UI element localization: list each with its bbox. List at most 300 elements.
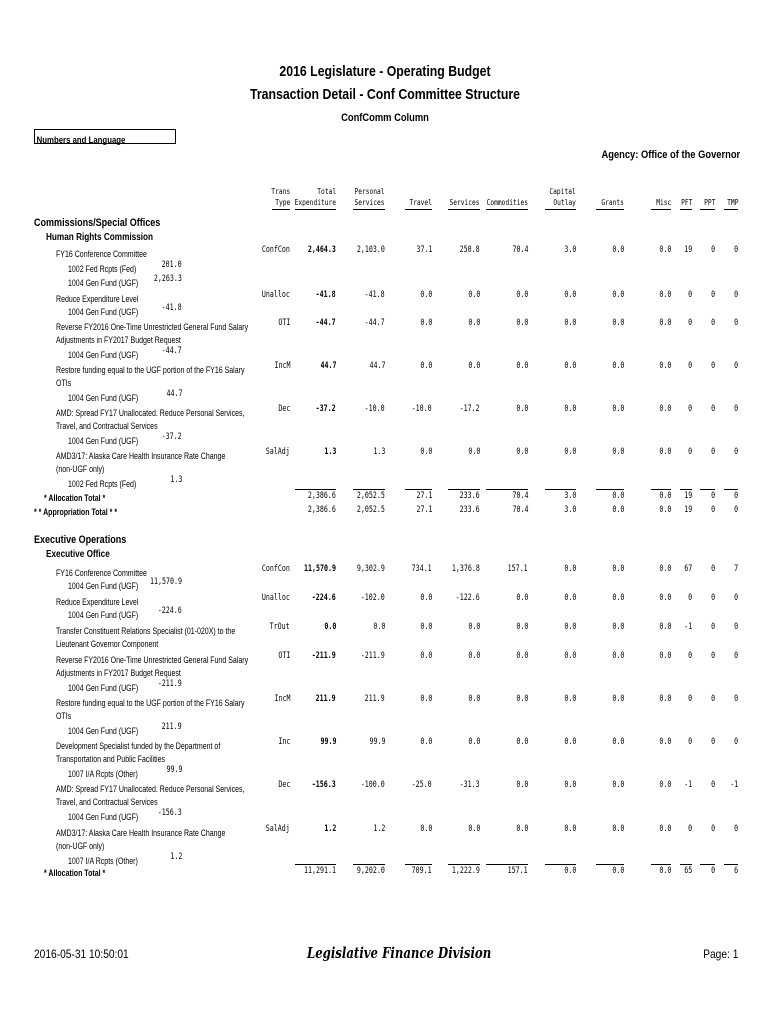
cell-total: 99.9 [320,737,336,747]
cell-capital: 0.0 [564,290,576,300]
total-travel: 709.1 [412,866,432,876]
cell-tmp: 0 [734,290,738,300]
cell-pft: 0 [688,593,692,603]
cell-ppt: 0 [711,651,715,661]
cell-travel: 0.0 [420,824,432,834]
cell-travel: 0.0 [420,361,432,371]
row-description: Travel, and Contractual Services [56,421,158,431]
cell-travel: 0.0 [420,694,432,704]
header-underline [353,209,385,210]
cell-services: 0.0 [468,447,480,457]
cell-grants: 0.0 [612,290,624,300]
total-separator [486,489,528,490]
cell-travel: -25.0 [412,780,432,790]
cell-ppt: 0 [711,780,715,790]
section-title: Commissions/Special Offices [34,217,161,229]
col-header-total-expenditure: Expenditure [294,198,336,207]
cell-pft: 0 [688,737,692,747]
fund-amount: 11,570.9 [150,577,182,587]
cell-ppt: 0 [711,737,715,747]
cell-personal: -44.7 [365,318,385,328]
cell-tmp: 0 [734,318,738,328]
cell-grants: 0.0 [612,651,624,661]
total-commodities: 70.4 [512,505,528,515]
page-number: Page: 1 [702,947,738,961]
col-header-total-expenditure: Total [317,187,336,196]
cell-pft: 0 [688,651,692,661]
total-pft: 65 [684,866,692,876]
total-commodities: 157.1 [508,866,528,876]
cell-pft: 0 [688,361,692,371]
cell-total: -37.2 [316,404,336,414]
cell-ppt: 0 [711,447,715,457]
cell-services: 0.0 [468,622,480,632]
cell-grants: 0.0 [612,245,624,255]
fund-source-label: 1004 Gen Fund (UGF) [68,350,139,360]
cell-services: 0.0 [468,290,480,300]
total-separator [295,489,336,490]
row-description: Travel, and Contractual Services [56,797,158,807]
header-underline [724,209,738,210]
cell-misc: 0.0 [659,245,671,255]
col-header-tmp: TMP [726,198,738,207]
trans-type: Dec [278,780,290,790]
cell-capital: 0.0 [564,651,576,661]
cell-misc: 0.0 [659,694,671,704]
total-total: 11,291.1 [304,866,336,876]
cell-total: -211.9 [312,651,336,661]
total-personal: 9,202.0 [357,866,385,876]
total-personal: 2,052.5 [357,491,385,501]
cell-ppt: 0 [711,824,715,834]
cell-services: -31.3 [460,780,480,790]
cell-services: 0.0 [468,651,480,661]
fund-amount: 1.2 [170,852,182,862]
col-header-trans-type: Trans [271,187,290,196]
col-header-personal-services: Services [354,198,385,207]
cell-grants: 0.0 [612,780,624,790]
cell-commodities: 0.0 [516,290,528,300]
row-description: Transfer Constituent Relations Specialist (01-020X) to the [56,626,236,636]
total-separator [353,489,385,490]
fund-source-label: 1004 Gen Fund (UGF) [68,683,139,693]
cell-tmp: 0 [734,651,738,661]
cell-commodities: 0.0 [516,447,528,457]
cell-grants: 0.0 [612,404,624,414]
cell-services: 0.0 [468,361,480,371]
trans-type: IncM [274,361,290,371]
total-label: * Allocation Total * [44,493,106,503]
cell-capital: 0.0 [564,622,576,632]
row-description: Reverse FY2016 One-Time Unrestricted General Fund Salary [56,655,249,665]
cell-pft: 0 [688,824,692,834]
cell-tmp: 0 [734,593,738,603]
cell-capital: 0.0 [564,318,576,328]
cell-personal: -10.0 [365,404,385,414]
fund-amount: -156.3 [158,808,182,818]
fund-amount: 99.9 [166,765,182,775]
row-description: Restore funding equal to the UGF portion of the FY16 Salary [56,698,245,708]
cell-misc: 0.0 [659,290,671,300]
fund-amount: 2,263.3 [154,274,182,284]
cell-misc: 0.0 [659,737,671,747]
col-header-pft: PFT [680,198,692,207]
header-underline [295,209,336,210]
cell-travel: 0.0 [420,737,432,747]
total-separator [724,489,738,490]
report-subtitle: Transaction Detail - Conf Committee Structure [250,86,520,103]
cell-ppt: 0 [711,404,715,414]
trans-type: Unalloc [262,290,290,300]
header-underline [272,209,290,210]
fund-source-label: 1004 Gen Fund (UGF) [68,278,139,288]
cell-grants: 0.0 [612,622,624,632]
cell-tmp: 0 [734,694,738,704]
cell-total: 211.9 [316,694,336,704]
fund-source-label: 1004 Gen Fund (UGF) [68,726,139,736]
total-separator [295,864,336,865]
cell-personal: 99.9 [369,737,385,747]
total-services: 233.6 [460,505,480,515]
fund-source-label: 1004 Gen Fund (UGF) [68,610,139,620]
total-separator [405,489,432,490]
cell-travel: 0.0 [420,318,432,328]
cell-commodities: 0.0 [516,318,528,328]
fund-source-label: 1004 Gen Fund (UGF) [68,436,139,446]
cell-capital: 0.0 [564,593,576,603]
cell-personal: 0.0 [373,622,385,632]
cell-misc: 0.0 [659,404,671,414]
total-services: 233.6 [460,491,480,501]
cell-misc: 0.0 [659,564,671,574]
trans-type: Unalloc [262,593,290,603]
fund-amount: -211.9 [158,679,182,689]
column-name: ConfComm Column [341,112,429,124]
fund-amount: -41.8 [162,303,182,313]
total-capital: 3.0 [564,491,576,501]
cell-commodities: 0.0 [516,780,528,790]
cell-capital: 0.0 [564,361,576,371]
cell-services: -17.2 [460,404,480,414]
cell-tmp: -1 [730,780,738,790]
header-underline [545,209,576,210]
subsection-title: Human Rights Commission [46,232,154,243]
cell-tmp: 7 [734,564,738,574]
cell-tmp: 0 [734,404,738,414]
header-underline [486,209,528,210]
cell-ppt: 0 [711,564,715,574]
report-title: 2016 Legislature - Operating Budget [279,63,491,80]
cell-commodities: 0.0 [516,651,528,661]
row-description: OTIs [56,378,72,388]
cell-total: -224.6 [312,593,336,603]
row-description: AMD: Spread FY17 Unallocated. Reduce Personal Services, [56,408,245,418]
trans-type: Inc [278,737,290,747]
header-underline [680,209,692,210]
cell-pft: 0 [688,447,692,457]
trans-type: Dec [278,404,290,414]
cell-tmp: 0 [734,824,738,834]
fund-source-label: 1002 Fed Rcpts (Fed) [68,264,137,274]
cell-tmp: 0 [734,622,738,632]
row-description: Lieutenant Governor Component [56,639,159,649]
total-label: * * Appropriation Total * * [34,507,118,517]
cell-services: 0.0 [468,824,480,834]
total-separator [545,864,576,865]
cell-grants: 0.0 [612,824,624,834]
cell-ppt: 0 [711,290,715,300]
cell-total: -41.8 [316,290,336,300]
row-description: Reduce Expenditure Level [56,597,139,607]
col-header-grants: Grants [601,198,624,207]
agency-label: Agency: Office of the Governor [601,149,740,161]
col-header-personal-services: Personal [354,187,385,196]
total-tmp: 6 [734,866,738,876]
total-travel: 27.1 [416,505,432,515]
cell-services: 0.0 [468,318,480,328]
trans-type: ConfCon [262,245,290,255]
cell-misc: 0.0 [659,318,671,328]
cell-travel: 734.1 [412,564,432,574]
cell-capital: 0.0 [564,404,576,414]
total-separator [700,864,715,865]
trans-type: IncM [274,694,290,704]
fund-amount: 201.0 [162,260,182,270]
row-description: Adjustments in FY2017 Budget Request [56,335,181,345]
total-capital: 3.0 [564,505,576,515]
total-pft: 19 [684,491,692,501]
col-header-capital-outlay: Outlay [553,198,576,207]
col-header-capital-outlay: Capital [549,187,576,196]
cell-total: 44.7 [320,361,336,371]
total-separator [651,489,671,490]
numbers-language-box [34,129,176,144]
header-underline [448,209,480,210]
cell-commodities: 0.0 [516,593,528,603]
total-commodities: 70.4 [512,491,528,501]
cell-ppt: 0 [711,593,715,603]
fund-amount: -224.6 [158,606,182,616]
cell-capital: 0.0 [564,824,576,834]
cell-travel: 0.0 [420,447,432,457]
cell-grants: 0.0 [612,318,624,328]
total-separator [700,489,715,490]
cell-total: 11,570.9 [304,564,336,574]
cell-total: 1.3 [324,447,336,457]
cell-personal: 1.3 [373,447,385,457]
cell-grants: 0.0 [612,593,624,603]
cell-commodities: 0.0 [516,737,528,747]
box-label: Numbers and Language [36,135,126,146]
total-tmp: 0 [734,491,738,501]
cell-commodities: 0.0 [516,694,528,704]
row-description: OTIs [56,711,72,721]
total-separator [680,489,692,490]
total-ppt: 0 [711,505,715,515]
cell-personal: 9,302.9 [357,564,385,574]
total-separator [405,864,432,865]
cell-commodities: 0.0 [516,824,528,834]
row-description: FY16 Conference Committee [56,249,147,259]
cell-pft: 0 [688,404,692,414]
cell-services: 0.0 [468,694,480,704]
cell-ppt: 0 [711,245,715,255]
cell-capital: 0.0 [564,564,576,574]
cell-total: -156.3 [312,780,336,790]
cell-personal: -41.8 [365,290,385,300]
cell-commodities: 157.1 [508,564,528,574]
total-separator [724,864,738,865]
total-separator [596,864,624,865]
total-misc: 0.0 [659,491,671,501]
cell-misc: 0.0 [659,780,671,790]
cell-capital: 0.0 [564,780,576,790]
cell-travel: 0.0 [420,593,432,603]
row-description: Adjustments in FY2017 Budget Request [56,668,181,678]
cell-services: -122.6 [456,593,480,603]
cell-personal: -211.9 [361,651,385,661]
total-personal: 2,052.5 [357,505,385,515]
trans-type: OTI [278,318,290,328]
cell-commodities: 0.0 [516,361,528,371]
subsection-title: Executive Office [46,549,110,560]
cell-capital: 0.0 [564,447,576,457]
cell-misc: 0.0 [659,651,671,661]
col-header-services: Services [449,198,480,207]
col-header-trans-type: Type [274,198,290,207]
cell-pft: -1 [684,622,692,632]
cell-grants: 0.0 [612,564,624,574]
fund-amount: -44.7 [162,346,182,356]
section-title: Executive Operations [34,534,127,546]
total-separator [651,864,671,865]
col-header-commodities: Commodities [486,198,528,207]
header-underline [700,209,715,210]
cell-personal: 44.7 [369,361,385,371]
total-separator [545,489,576,490]
row-description: (non-UGF only) [56,841,105,851]
cell-misc: 0.0 [659,447,671,457]
cell-misc: 0.0 [659,824,671,834]
cell-total: 2,464.3 [308,245,336,255]
cell-pft: 0 [688,318,692,328]
col-header-ppt: PPT [703,198,715,207]
total-travel: 27.1 [416,491,432,501]
fund-source-label: 1004 Gen Fund (UGF) [68,581,139,591]
cell-services: 250.8 [460,245,480,255]
cell-travel: 0.0 [420,622,432,632]
fund-amount: 44.7 [166,389,182,399]
row-description: (non-UGF only) [56,464,105,474]
cell-services: 1,376.8 [452,564,480,574]
header-underline [405,209,432,210]
trans-type: ConfCon [262,564,290,574]
cell-misc: 0.0 [659,361,671,371]
cell-total: 0.0 [324,622,336,632]
row-description: AMD3/17: Alaska Care Health Insurance Rate Change [56,828,226,838]
cell-travel: 37.1 [416,245,432,255]
header-underline [651,209,671,210]
total-separator [353,864,385,865]
row-description: AMD3/17: Alaska Care Health Insurance Rate Change [56,451,226,461]
cell-pft: 19 [684,245,692,255]
total-grants: 0.0 [612,491,624,501]
fund-amount: 1.3 [170,475,182,485]
cell-commodities: 0.0 [516,404,528,414]
fund-amount: -37.2 [162,432,182,442]
row-description: Transportation and Public Facilities [56,754,165,764]
total-misc: 0.0 [659,866,671,876]
cell-grants: 0.0 [612,737,624,747]
trans-type: SalAdj [266,447,290,457]
trans-type: SalAdj [266,824,290,834]
fund-source-label: 1004 Gen Fund (UGF) [68,307,139,317]
fund-amount: 211.9 [162,722,182,732]
cell-personal: -100.0 [361,780,385,790]
row-description: Reduce Expenditure Level [56,294,139,304]
cell-ppt: 0 [711,318,715,328]
cell-total: 1.2 [324,824,336,834]
trans-type: TrOut [270,622,290,632]
cell-ppt: 0 [711,361,715,371]
cell-tmp: 0 [734,737,738,747]
total-services: 1,222.9 [452,866,480,876]
cell-tmp: 0 [734,245,738,255]
total-ppt: 0 [711,866,715,876]
cell-services: 0.0 [468,737,480,747]
total-tmp: 0 [734,505,738,515]
fund-source-label: 1007 I/A Rcpts (Other) [68,769,138,779]
row-description: Development Specialist funded by the Department of [56,741,221,751]
row-description: Reverse FY2016 One-Time Unrestricted General Fund Salary [56,322,249,332]
cell-ppt: 0 [711,694,715,704]
col-header-travel: Travel [409,198,432,207]
cell-travel: 0.0 [420,651,432,661]
cell-pft: -1 [684,780,692,790]
cell-personal: -102.0 [361,593,385,603]
cell-personal: 211.9 [365,694,385,704]
total-separator [596,489,624,490]
row-description: Restore funding equal to the UGF portion of the FY16 Salary [56,365,245,375]
total-total: 2,386.6 [308,505,336,515]
header-underline [596,209,624,210]
cell-tmp: 0 [734,361,738,371]
cell-capital: 0.0 [564,737,576,747]
total-grants: 0.0 [612,866,624,876]
fund-source-label: 1007 I/A Rcpts (Other) [68,856,138,866]
cell-personal: 1.2 [373,824,385,834]
cell-grants: 0.0 [612,447,624,457]
total-misc: 0.0 [659,505,671,515]
cell-total: -44.7 [316,318,336,328]
total-separator [486,864,528,865]
cell-ppt: 0 [711,622,715,632]
total-total: 2,386.6 [308,491,336,501]
total-separator [680,864,692,865]
total-pft: 19 [684,505,692,515]
cell-misc: 0.0 [659,593,671,603]
cell-capital: 3.0 [564,245,576,255]
row-description: AMD: Spread FY17 Unallocated. Reduce Personal Services, [56,784,245,794]
cell-travel: -10.0 [412,404,432,414]
cell-tmp: 0 [734,447,738,457]
row-description: FY16 Conference Committee [56,568,147,578]
total-separator [448,864,480,865]
report-timestamp: 2016-05-31 10:50:01 [34,947,129,961]
cell-misc: 0.0 [659,622,671,632]
cell-pft: 67 [684,564,692,574]
fund-source-label: 1002 Fed Rcpts (Fed) [68,479,137,489]
